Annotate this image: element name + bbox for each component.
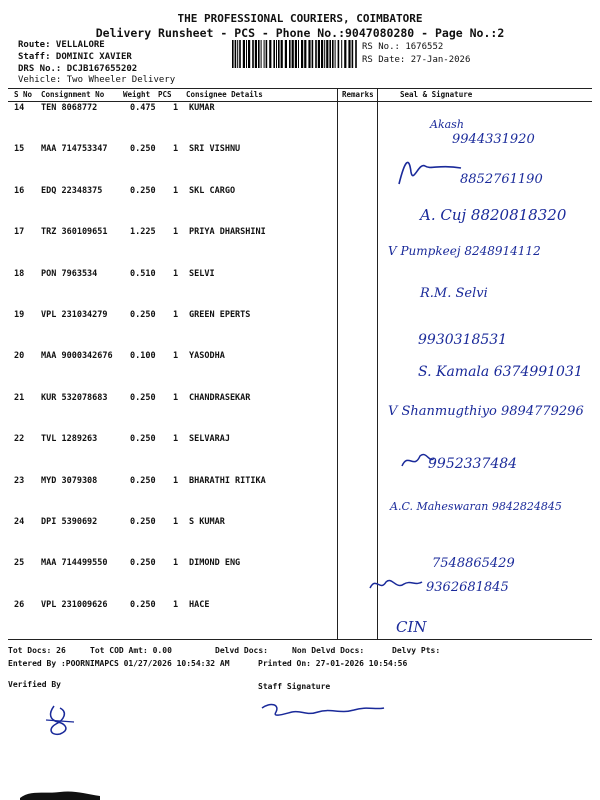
delvy-pts: Delvy Pts:	[392, 646, 441, 655]
row-sno: 20	[14, 351, 25, 362]
row-pcs: 1	[173, 434, 179, 445]
row-consignee: SELVI	[189, 268, 215, 279]
verified-by: Verified By	[8, 680, 61, 689]
row-consignment: TEN 8068772	[41, 103, 98, 113]
row-weight: 0.100	[130, 351, 156, 362]
row-sno: 19	[14, 310, 25, 320]
row-consignee: SELVARAJ	[189, 434, 230, 445]
printed-on: Printed On: 27-01-2026 10:54:56	[258, 659, 408, 668]
row-consignment: VPL 231009626	[41, 599, 108, 610]
staff-signature-label: Staff Signature	[258, 682, 331, 691]
torn-edge-mark	[20, 784, 100, 800]
handwriting-9: V Shanmugthiyo 9894779296	[388, 404, 584, 419]
row-weight: 0.510	[130, 268, 156, 279]
rs-date: RS Date: 27-Jan-2026	[362, 55, 471, 65]
handwriting-10: 9952337484	[428, 456, 518, 472]
row-consignee: CHANDRASEKAR	[189, 392, 251, 403]
row-sno: 17	[14, 227, 25, 238]
row-weight: 0.250	[130, 558, 156, 569]
row-consignment: MAA 714753347	[41, 144, 108, 155]
row-consignee: SKL CARGO	[189, 185, 236, 196]
row-consignment: DPI 5390692	[41, 517, 98, 527]
row-consignee: BHARATHI RITIKA	[189, 475, 266, 486]
row-consignment: MAA 9000342676	[41, 351, 113, 362]
verifier-signature	[40, 700, 80, 740]
handwriting-1: Akash	[430, 118, 464, 131]
vehicle: Vehicle: Two Wheeler Delivery	[18, 75, 176, 85]
table-row	[8, 269, 592, 311]
col-consignee: Consignee Details	[186, 90, 263, 99]
row-sno: 16	[14, 185, 25, 196]
row-consignee: PRIYA DHARSHINI	[189, 227, 266, 238]
row-sno: 24	[14, 517, 25, 527]
handwriting-3: 8852761190	[460, 172, 543, 187]
row-weight: 0.250	[130, 475, 156, 486]
handwriting-8: S. Kamala 6374991031	[418, 364, 583, 380]
row-pcs: 1	[173, 475, 179, 486]
table-row	[8, 517, 592, 559]
row-pcs: 1	[173, 392, 179, 403]
delvd-docs: Delvd Docs:	[215, 646, 268, 655]
handwriting-6: R.M. Selvi	[420, 286, 488, 301]
row-sno: 26	[14, 599, 25, 610]
signature-scribble-3	[368, 574, 424, 596]
handwriting-7: 9930318531	[418, 332, 508, 348]
row-weight: 0.250	[130, 434, 156, 445]
row-consignment: KUR 532078683	[41, 392, 108, 403]
col-seal: Seal & Signature	[400, 90, 473, 99]
col-consignment: Consignment No	[41, 90, 105, 99]
row-consignment: TVL 1289263	[41, 434, 98, 445]
row-consignment: MYD 3079308	[41, 475, 98, 486]
table-header	[8, 88, 592, 102]
runsheet-title: Delivery Runsheet - PCS - Phone No.:9047080280 - Page No.:2	[95, 26, 505, 40]
row-sno: 15	[14, 144, 25, 155]
signature-scribble-1	[395, 150, 465, 190]
staff-signature	[258, 700, 388, 726]
handwriting-11: A.C. Maheswaran 9842824845	[390, 500, 562, 513]
row-pcs: 1	[173, 310, 179, 320]
row-weight: 1.225	[130, 227, 156, 238]
handwriting-12: 7548865429	[432, 556, 515, 571]
non-delvd-docs: Non Delvd Docs:	[292, 646, 365, 655]
route: Route: VELLALORE	[18, 40, 105, 50]
row-pcs: 1	[173, 268, 179, 279]
row-weight: 0.250	[130, 310, 156, 320]
row-consignment: TRZ 360109651	[41, 227, 108, 238]
row-consignment: EDQ 22348375	[41, 185, 103, 196]
col-remarks: Remarks	[342, 90, 374, 99]
handwriting-2: 9944331920	[452, 132, 535, 147]
row-pcs: 1	[173, 185, 179, 196]
col-weight: Weight	[123, 90, 151, 99]
row-weight: 0.475	[130, 103, 156, 113]
row-sno: 21	[14, 392, 25, 403]
tot-docs: Tot Docs: 26	[8, 646, 66, 655]
row-weight: 0.250	[130, 392, 156, 403]
row-pcs: 1	[173, 599, 179, 610]
row-pcs: 1	[173, 558, 179, 569]
entered-by: Entered By :POORNIMAPCS 01/27/2026 10:54:32 AM	[8, 659, 230, 668]
row-consignment: VPL 231034279	[41, 310, 108, 320]
staff: Staff: DOMINIC XAVIER	[18, 52, 132, 62]
table-row	[8, 600, 592, 642]
row-weight: 0.250	[130, 185, 156, 196]
row-consignment: MAA 714499550	[41, 558, 108, 569]
signature-scribble-2	[400, 450, 436, 472]
row-consignee: GREEN EPERTS	[189, 310, 251, 320]
company-name: THE PROFESSIONAL COURIERS, COIMBATORE	[177, 12, 423, 25]
row-weight: 0.250	[130, 144, 156, 155]
row-consignee: DIMOND ENG	[189, 558, 241, 569]
row-weight: 0.250	[130, 599, 156, 610]
row-pcs: 1	[173, 103, 179, 113]
row-consignee: HACE	[189, 599, 210, 610]
drs-number: DRS No.: DCJB167655202	[18, 64, 138, 74]
tot-cod: Tot COD Amt: 0.00	[90, 646, 172, 655]
row-pcs: 1	[173, 144, 179, 155]
row-sno: 18	[14, 268, 25, 279]
col-pcs: PCS	[158, 90, 172, 99]
handwriting-13: 9362681845	[426, 580, 509, 595]
row-sno: 25	[14, 558, 25, 569]
row-pcs: 1	[173, 227, 179, 238]
rs-number: RS No.: 1676552	[362, 42, 444, 52]
handwriting-14: CIN	[396, 618, 427, 636]
barcode	[232, 40, 360, 68]
row-pcs: 1	[173, 351, 179, 362]
row-consignee: S KUMAR	[189, 517, 225, 527]
row-pcs: 1	[173, 517, 179, 527]
row-consignee: YASODHA	[189, 351, 225, 362]
row-sno: 22	[14, 434, 25, 445]
handwriting-5: V Pumpkeej 8248914112	[388, 244, 541, 258]
row-sno: 23	[14, 475, 25, 486]
row-sno: 14	[14, 103, 25, 113]
handwriting-4: A. Cuj 8820818320	[420, 206, 567, 224]
row-consignee: KUMAR	[189, 103, 215, 113]
row-consignment: PON 7963534	[41, 268, 98, 279]
col-sno: S No	[14, 90, 33, 99]
row-weight: 0.250	[130, 517, 156, 527]
row-consignee: SRI VISHNU	[189, 144, 241, 155]
